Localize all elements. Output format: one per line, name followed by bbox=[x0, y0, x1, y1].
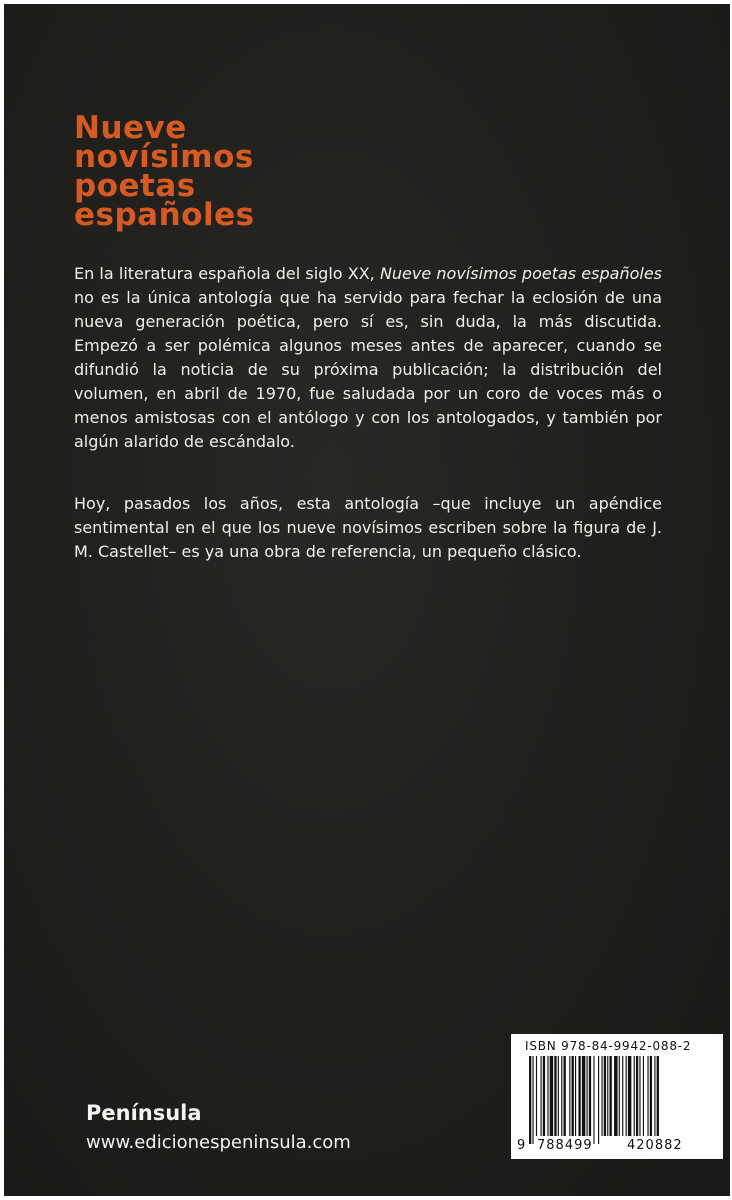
barcode-bar bbox=[634, 1056, 635, 1136]
barcode-bar bbox=[604, 1056, 606, 1136]
barcode-bar bbox=[601, 1056, 602, 1136]
barcode-bar bbox=[650, 1056, 652, 1136]
barcode-bar bbox=[593, 1056, 594, 1144]
isbn-label: ISBN 978-84-9942-088-2 bbox=[525, 1039, 692, 1053]
isbn-barcode bbox=[511, 1034, 723, 1159]
barcode-bar bbox=[543, 1056, 545, 1136]
barcode-bar bbox=[628, 1056, 631, 1136]
book-title bbox=[74, 110, 255, 233]
barcode-bar bbox=[619, 1056, 620, 1136]
blurb-paragraph-1-rest: no es la única antología que ha servido para fechar la eclosión de una nueva generación poética, pero sí es, sin duda, la más discutida. Empezó a ser polémica algunos meses antes de aparecer, cuando se difundió la noticia de su próxima publicación; la distribución del volumen, en abril de 1970, fue saludada por un coro de voces más o menos amistosas con el antólogo y con los antologados, y también por algún alarido de escándalo. bbox=[74, 288, 662, 451]
barcode-bar bbox=[569, 1056, 570, 1136]
barcode-bar bbox=[529, 1056, 531, 1144]
barcode-bar bbox=[654, 1056, 655, 1136]
publisher-website: www.edicionespeninsula.com bbox=[86, 1132, 351, 1153]
blurb-paragraph-2: Hoy, pasados los años, esta antología –que incluye un apéndice sentimental en el que los nueve novísimos escriben sobre la figura de J. M. Castellet– es ya una obra de referencia, un pequeño clásico. bbox=[74, 494, 662, 561]
blurb bbox=[74, 262, 662, 602]
blurb-title-italic: Nueve novísimos poetas españoles bbox=[379, 264, 662, 283]
barcode-bar bbox=[532, 1056, 533, 1144]
barcode-bar bbox=[550, 1056, 553, 1136]
barcode-group-1: 788499 bbox=[537, 1138, 593, 1153]
publisher-name: Península bbox=[86, 1101, 202, 1125]
blurb-paragraph-1-start: En la literatura española del siglo XX, bbox=[74, 264, 380, 283]
barcode-bar bbox=[558, 1056, 559, 1136]
title-line-3: poetas bbox=[74, 168, 196, 204]
barcode-bar bbox=[614, 1056, 617, 1136]
barcode-lead-digit: 9 bbox=[517, 1138, 527, 1153]
barcode-bar bbox=[639, 1056, 640, 1136]
barcode-group-2: 420882 bbox=[627, 1138, 683, 1153]
barcode-bar bbox=[626, 1056, 627, 1136]
barcode-bar bbox=[541, 1056, 542, 1136]
title-line-1: Nueve bbox=[74, 110, 187, 146]
barcode-bar bbox=[561, 1056, 562, 1136]
barcode-bar bbox=[622, 1056, 623, 1136]
barcode-bar bbox=[575, 1056, 576, 1136]
barcode-bar bbox=[643, 1056, 644, 1136]
barcode-bar bbox=[572, 1056, 574, 1136]
barcode-bar bbox=[598, 1056, 599, 1144]
barcode-bar bbox=[554, 1056, 556, 1136]
barcode-bar bbox=[578, 1056, 580, 1136]
barcode-bar bbox=[536, 1056, 537, 1136]
barcode-bar bbox=[564, 1056, 566, 1136]
barcode-bar bbox=[647, 1056, 648, 1136]
title-line-2: novísimos bbox=[74, 139, 254, 175]
barcode-bar bbox=[587, 1056, 588, 1136]
barcode-bar bbox=[607, 1056, 608, 1136]
back-cover bbox=[4, 4, 730, 1196]
blurb-paragraph-1 bbox=[74, 262, 662, 454]
title-line-4: españoles bbox=[74, 197, 255, 233]
barcode-bar bbox=[582, 1056, 585, 1136]
barcode-bar bbox=[636, 1056, 638, 1136]
barcode-bar bbox=[547, 1056, 548, 1136]
barcode-bar bbox=[610, 1056, 612, 1136]
barcode-bar bbox=[589, 1056, 591, 1136]
barcode-bar bbox=[657, 1056, 659, 1136]
